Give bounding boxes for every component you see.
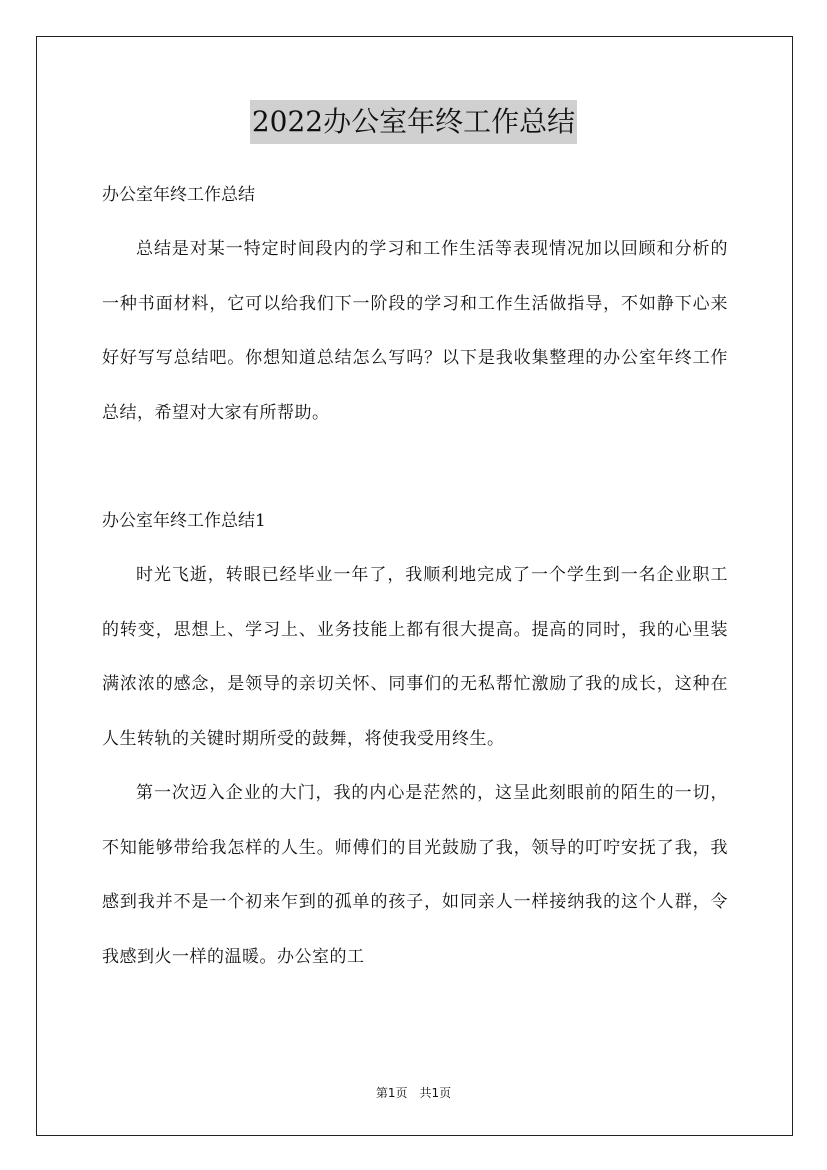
section-heading: 办公室年终工作总结1 [102, 511, 266, 531]
intro-paragraph: 总结是对某一特定时间段内的学习和工作生活等表现情况加以回顾和分析的一种书面材料，它可以给我们下一阶段的学习和工作生活做指导，不如静下心来好好写写总结吧。你想知道总结怎么写吗？以下是我收集整理的办公室年终工作总结，希望对大家有所帮助。 [102, 239, 728, 423]
document-body [102, 168, 728, 984]
subtitle: 办公室年终工作总结 [102, 185, 255, 205]
body-paragraph-2: 第一次迈入企业的大门，我的内心是茫然的，这呈此刻眼前的陌生的一切，不知能够带给我怎样的人生。师傅们的目光鼓励了我，领导的叮咛安抚了我，我感到我并不是一个初来乍到的孤单的孩子，如同亲人一样接纳我的这个人群，令我感到火一样的温暖。办公室的工 [102, 783, 728, 967]
document-title: 2022办公室年终工作总结 [250, 100, 577, 144]
body-paragraph-1: 时光飞逝，转眼已经毕业一年了，我顺利地完成了一个学生到一名企业职工的转变，思想上、学习上、业务技能上都有很大提高。提高的同时，我的心里装满浓浓的感念，是领导的亲切关怀、同事们的无私帮忙激励了我的成长，这种在人生转轨的关键时期所受的鼓舞，将使我受用终生。 [102, 565, 728, 749]
title-container [0, 100, 827, 144]
page-footer: 第1页 共1页 [375, 1086, 452, 1100]
paragraph-gap [102, 440, 728, 494]
